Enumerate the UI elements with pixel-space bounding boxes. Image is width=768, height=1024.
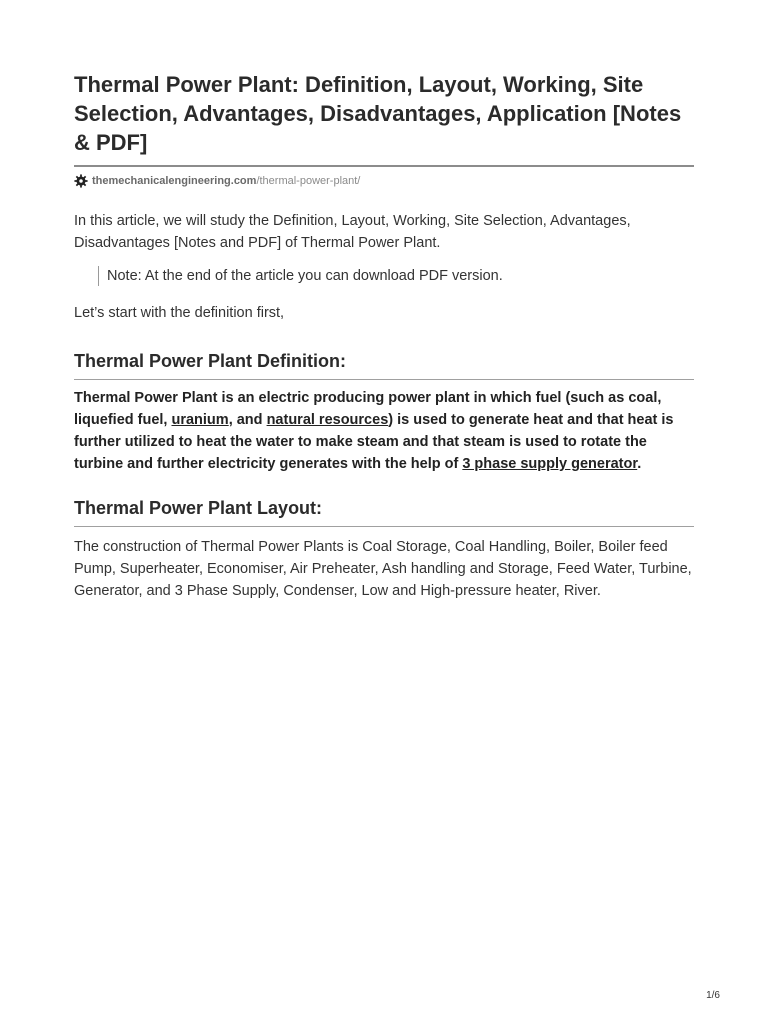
gear-icon xyxy=(74,174,88,188)
definition-text-2: , and xyxy=(228,412,267,428)
layout-paragraph: The construction of Thermal Power Plants is Coal Storage, Coal Handling, Boiler, Boiler feed Pump, Superheater, Economiser, Air Preheater, Ash handling and Storage, Feed Water, Turbine, Generator, and 3 Phase Supply, Condenser, Low and High-pressure heater, River. xyxy=(74,539,692,599)
source-line xyxy=(74,174,694,188)
source-path[interactable]: /thermal-power-plant/ xyxy=(256,175,361,187)
layout-divider xyxy=(74,526,694,527)
definition-text-1: Thermal Power Plant is an electric producing power plant in which fuel (such as coal, liquefied fuel, xyxy=(74,390,662,428)
definition-paragraph xyxy=(74,387,694,475)
definition-text-3: ) is used to generate heat and that heat is further utilized to heat the water to make steam and that steam is used to rotate the turbine and further electricity generates with the help of xyxy=(74,412,674,472)
layout-heading: Thermal Power Plant Layout: xyxy=(74,498,323,518)
definition-divider xyxy=(74,379,694,380)
source-domain-link[interactable]: themechanicalengineering.com xyxy=(92,175,257,187)
lets-start-paragraph: Let’s start with the definition first, xyxy=(74,305,285,321)
title-divider xyxy=(74,165,694,167)
definition-text-4: . xyxy=(637,456,642,472)
note-blockquote: Note: At the end of the article you can download PDF version. xyxy=(98,266,694,286)
article-title: Thermal Power Plant: Definition, Layout, Working, Site Selection, Advantages, Disadvantages, Application [Notes & PDF] xyxy=(74,72,682,155)
natural-resources-link[interactable]: natural resources xyxy=(266,412,389,428)
page-number: 1/6 xyxy=(706,990,720,1001)
definition-heading: Thermal Power Plant Definition: xyxy=(74,351,347,371)
article xyxy=(74,70,694,602)
uranium-link[interactable]: uranium xyxy=(171,412,229,428)
generator-link[interactable]: 3 phase supply generator xyxy=(462,456,638,472)
intro-paragraph: In this article, we will study the Definition, Layout, Working, Site Selection, Advantages, Disadvantages [Notes and PDF] of Thermal Power Plant. xyxy=(74,213,631,251)
